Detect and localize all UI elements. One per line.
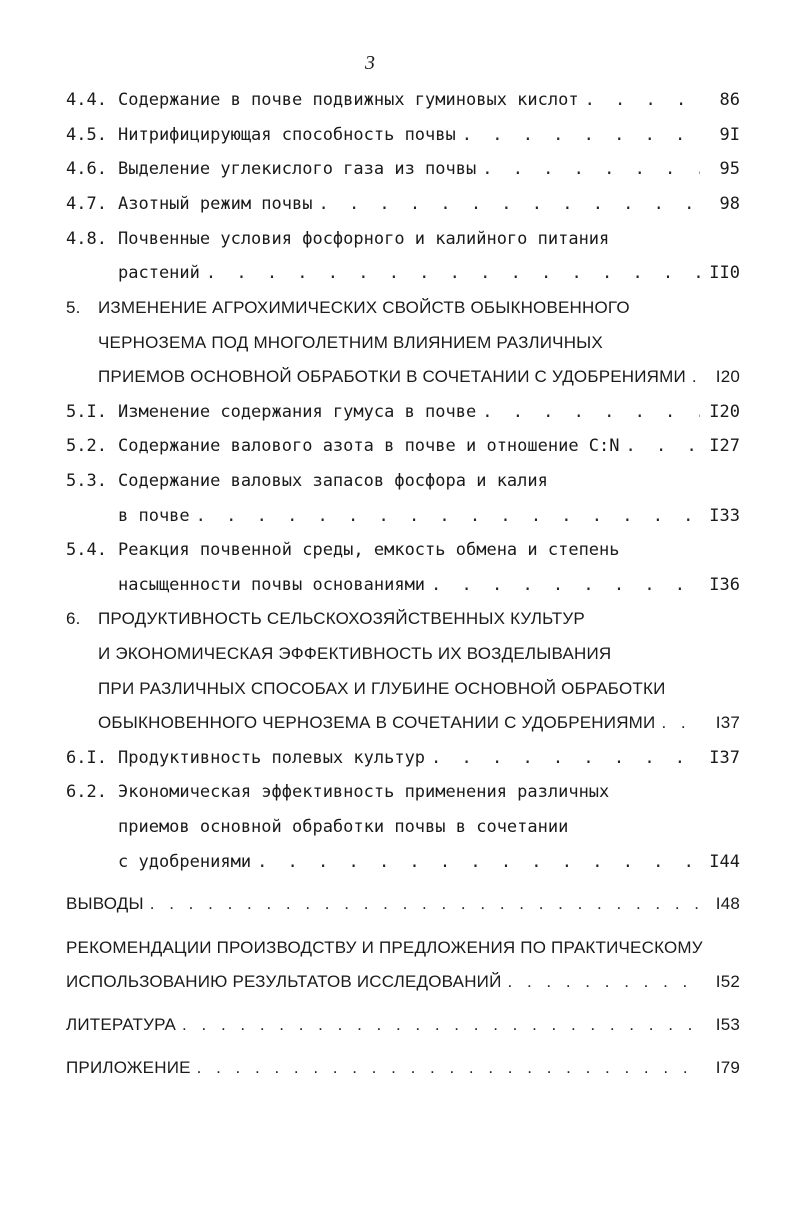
- toc-entry-title: Выделение углекислого газа из почвы: [118, 159, 477, 179]
- page-number: 3: [365, 52, 375, 74]
- toc-entry-title: Содержание валовых запасов фосфора и калия: [118, 471, 548, 491]
- toc-entry-4-4: [66, 87, 740, 113]
- toc-entry-5-1: [66, 399, 740, 425]
- toc-entry-number: 4.5.: [66, 125, 107, 145]
- toc-appendix: [66, 1055, 740, 1081]
- toc-entry-4-7: [66, 191, 740, 217]
- dot-leader: [431, 745, 700, 771]
- toc-entry-title: Почвенные условия фосфорного и калийного питания: [118, 229, 610, 249]
- dot-leader: [431, 572, 700, 598]
- dot-leader: [206, 260, 700, 286]
- toc-entry-page: I27: [709, 436, 740, 456]
- dot-leader: [585, 87, 700, 113]
- toc-entry-5-3-cont: [118, 503, 740, 529]
- toc-entry-title: ОБЫКНОВЕННОГО ЧЕРНОЗЕМА В СОЧЕТАНИИ С УДОБРЕНИЯМИ: [98, 713, 656, 732]
- dot-leader: [150, 891, 700, 917]
- toc-entry-title: Содержание в почве подвижных гуминовых кислот: [118, 90, 579, 110]
- toc-entry-5-2: [66, 433, 740, 459]
- toc-entry-page: I37: [715, 713, 740, 732]
- dot-leader: [197, 1055, 700, 1081]
- toc-entry-number: 4.4.: [66, 90, 107, 110]
- toc-recommendations-cont: [66, 969, 740, 995]
- toc-entry-page: I20: [709, 402, 740, 422]
- toc-entry-4-6: [66, 156, 740, 182]
- toc-entry-title: Содержание валового азота в почве и отношение С:N: [118, 436, 620, 456]
- toc-entry-title: Продуктивность полевых культур: [118, 748, 426, 768]
- toc-entry-page: II0: [709, 263, 740, 283]
- toc-chapter-6-cont: [98, 710, 740, 736]
- toc-entry-page: I33: [709, 506, 740, 526]
- toc-chapter-6-cont: [98, 676, 740, 702]
- dot-leader: [482, 399, 700, 425]
- toc-entry-6-2-cont: [118, 849, 740, 875]
- toc-entry-number: 4.7.: [66, 194, 107, 214]
- toc-recommendations: [66, 935, 740, 961]
- toc-chapter-6-cont: [98, 641, 740, 667]
- toc-entry-5-3: [66, 468, 740, 494]
- toc-entry-number: 5.2.: [66, 436, 107, 456]
- toc-entry-page: I37: [709, 748, 740, 768]
- toc-entry-page: 86: [719, 90, 740, 110]
- toc-entry-page: I53: [715, 1015, 740, 1034]
- toc-entry-title: Экономическая эффективность применения различных: [118, 782, 610, 802]
- toc-entry-number: 6.I.: [66, 748, 107, 768]
- toc-entry-title: Нитрифицирующая способность почвы: [118, 125, 456, 145]
- toc-entry-number: 6.: [66, 609, 81, 628]
- toc-entry-title: ПРОДУКТИВНОСТЬ СЕЛЬСКОХОЗЯЙСТВЕННЫХ КУЛЬТУР: [98, 609, 585, 628]
- dot-leader: [462, 122, 700, 148]
- toc-entry-4-8-cont: [118, 260, 740, 286]
- toc-entry-title: ВЫВОДЫ: [66, 894, 144, 913]
- toc-entry-title: Азотный режим почвы: [118, 194, 313, 214]
- toc-entry-title: ПРИ РАЗЛИЧНЫХ СПОСОБАХ И ГЛУБИНЕ ОСНОВНОЙ ОБРАБОТКИ: [98, 679, 666, 698]
- toc-entry-title: И ЭКОНОМИЧЕСКАЯ ЭФФЕКТИВНОСТЬ ИХ ВОЗДЕЛЫВАНИЯ: [98, 644, 612, 663]
- toc-entry-title: ИЗМЕНЕНИЕ АГРОХИМИЧЕСКИХ СВОЙСТВ ОБЫКНОВЕННОГО: [98, 298, 630, 317]
- toc-conclusions: [66, 891, 740, 917]
- toc-entry-5-4: [66, 537, 740, 563]
- dot-leader: [182, 1012, 700, 1038]
- toc-chapter-6: [66, 606, 740, 632]
- toc-entry-page: 9I: [719, 125, 740, 145]
- toc-entry-title: приемов основной обработки почвы в сочетании: [118, 817, 569, 837]
- toc-entry-page: I52: [715, 972, 740, 991]
- toc-chapter-5: [66, 295, 740, 321]
- toc-entry-page: I79: [715, 1058, 740, 1077]
- toc-entry-number: 5.I.: [66, 402, 107, 422]
- toc-entry-title: ИСПОЛЬЗОВАНИЮ РЕЗУЛЬТАТОВ ИССЛЕДОВАНИЙ: [66, 972, 502, 991]
- toc-entry-number: 5.4.: [66, 540, 107, 560]
- toc-entry-page: I48: [715, 894, 740, 913]
- toc-entry-6-2: [66, 779, 740, 805]
- toc-entry-title: Реакция почвенной среды, емкость обмена и степень: [118, 540, 620, 560]
- toc-entry-number: 6.2.: [66, 782, 107, 802]
- toc-entry-page: 95: [719, 159, 740, 179]
- toc-entry-title: Изменение содержания гумуса в почве: [118, 402, 477, 422]
- dot-leader: [196, 503, 700, 529]
- toc-entry-title: ЛИТЕРАТУРА: [66, 1015, 177, 1034]
- toc-entry-4-8: [66, 226, 740, 252]
- toc-literature: [66, 1012, 740, 1038]
- toc-entry-number: 5.: [66, 298, 81, 317]
- toc-entry-title: ПРИЕМОВ ОСНОВНОЙ ОБРАБОТКИ В СОЧЕТАНИИ С УДОБРЕНИЯМИ: [98, 367, 686, 386]
- toc-entry-title: растений: [118, 263, 200, 283]
- toc-entry-number: 5.3.: [66, 471, 107, 491]
- dot-leader: [508, 969, 700, 995]
- toc-entry-number: 4.8.: [66, 229, 107, 249]
- toc-entry-page: I36: [709, 575, 740, 595]
- toc-entry-6-2-cont: [118, 814, 740, 840]
- toc-entry-4-5: [66, 122, 740, 148]
- toc-entry-number: 4.6.: [66, 159, 107, 179]
- dot-leader: [626, 433, 700, 459]
- toc-entry-title: ЧЕРНОЗЕМА ПОД МНОГОЛЕТНИМ ВЛИЯНИЕМ РАЗЛИЧНЫХ: [98, 333, 603, 352]
- toc-entry-page: I44: [709, 852, 740, 872]
- toc-entry-page: 98: [719, 194, 740, 214]
- toc-entry-title: с удобрениями: [118, 852, 252, 872]
- dot-leader: [692, 364, 700, 390]
- toc-chapter-5-cont: [98, 364, 740, 390]
- toc-entry-5-4-cont: [118, 572, 740, 598]
- toc-entry-title: в почве: [118, 506, 190, 526]
- dot-leader: [257, 849, 700, 875]
- dot-leader: [318, 191, 700, 217]
- toc-entry-6-1: [66, 745, 740, 771]
- toc-chapter-5-cont: [98, 330, 740, 356]
- toc-entry-title: ПРИЛОЖЕНИЕ: [66, 1058, 191, 1077]
- dot-leader: [661, 710, 700, 736]
- toc-entry-title: РЕКОМЕНДАЦИИ ПРОИЗВОДСТВУ И ПРЕДЛОЖЕНИЯ ПО ПРАКТИЧЕСКОМУ: [66, 938, 703, 957]
- toc-entry-title: насыщенности почвы основаниями: [118, 575, 426, 595]
- dot-leader: [482, 156, 700, 182]
- toc-entry-page: I20: [715, 367, 740, 386]
